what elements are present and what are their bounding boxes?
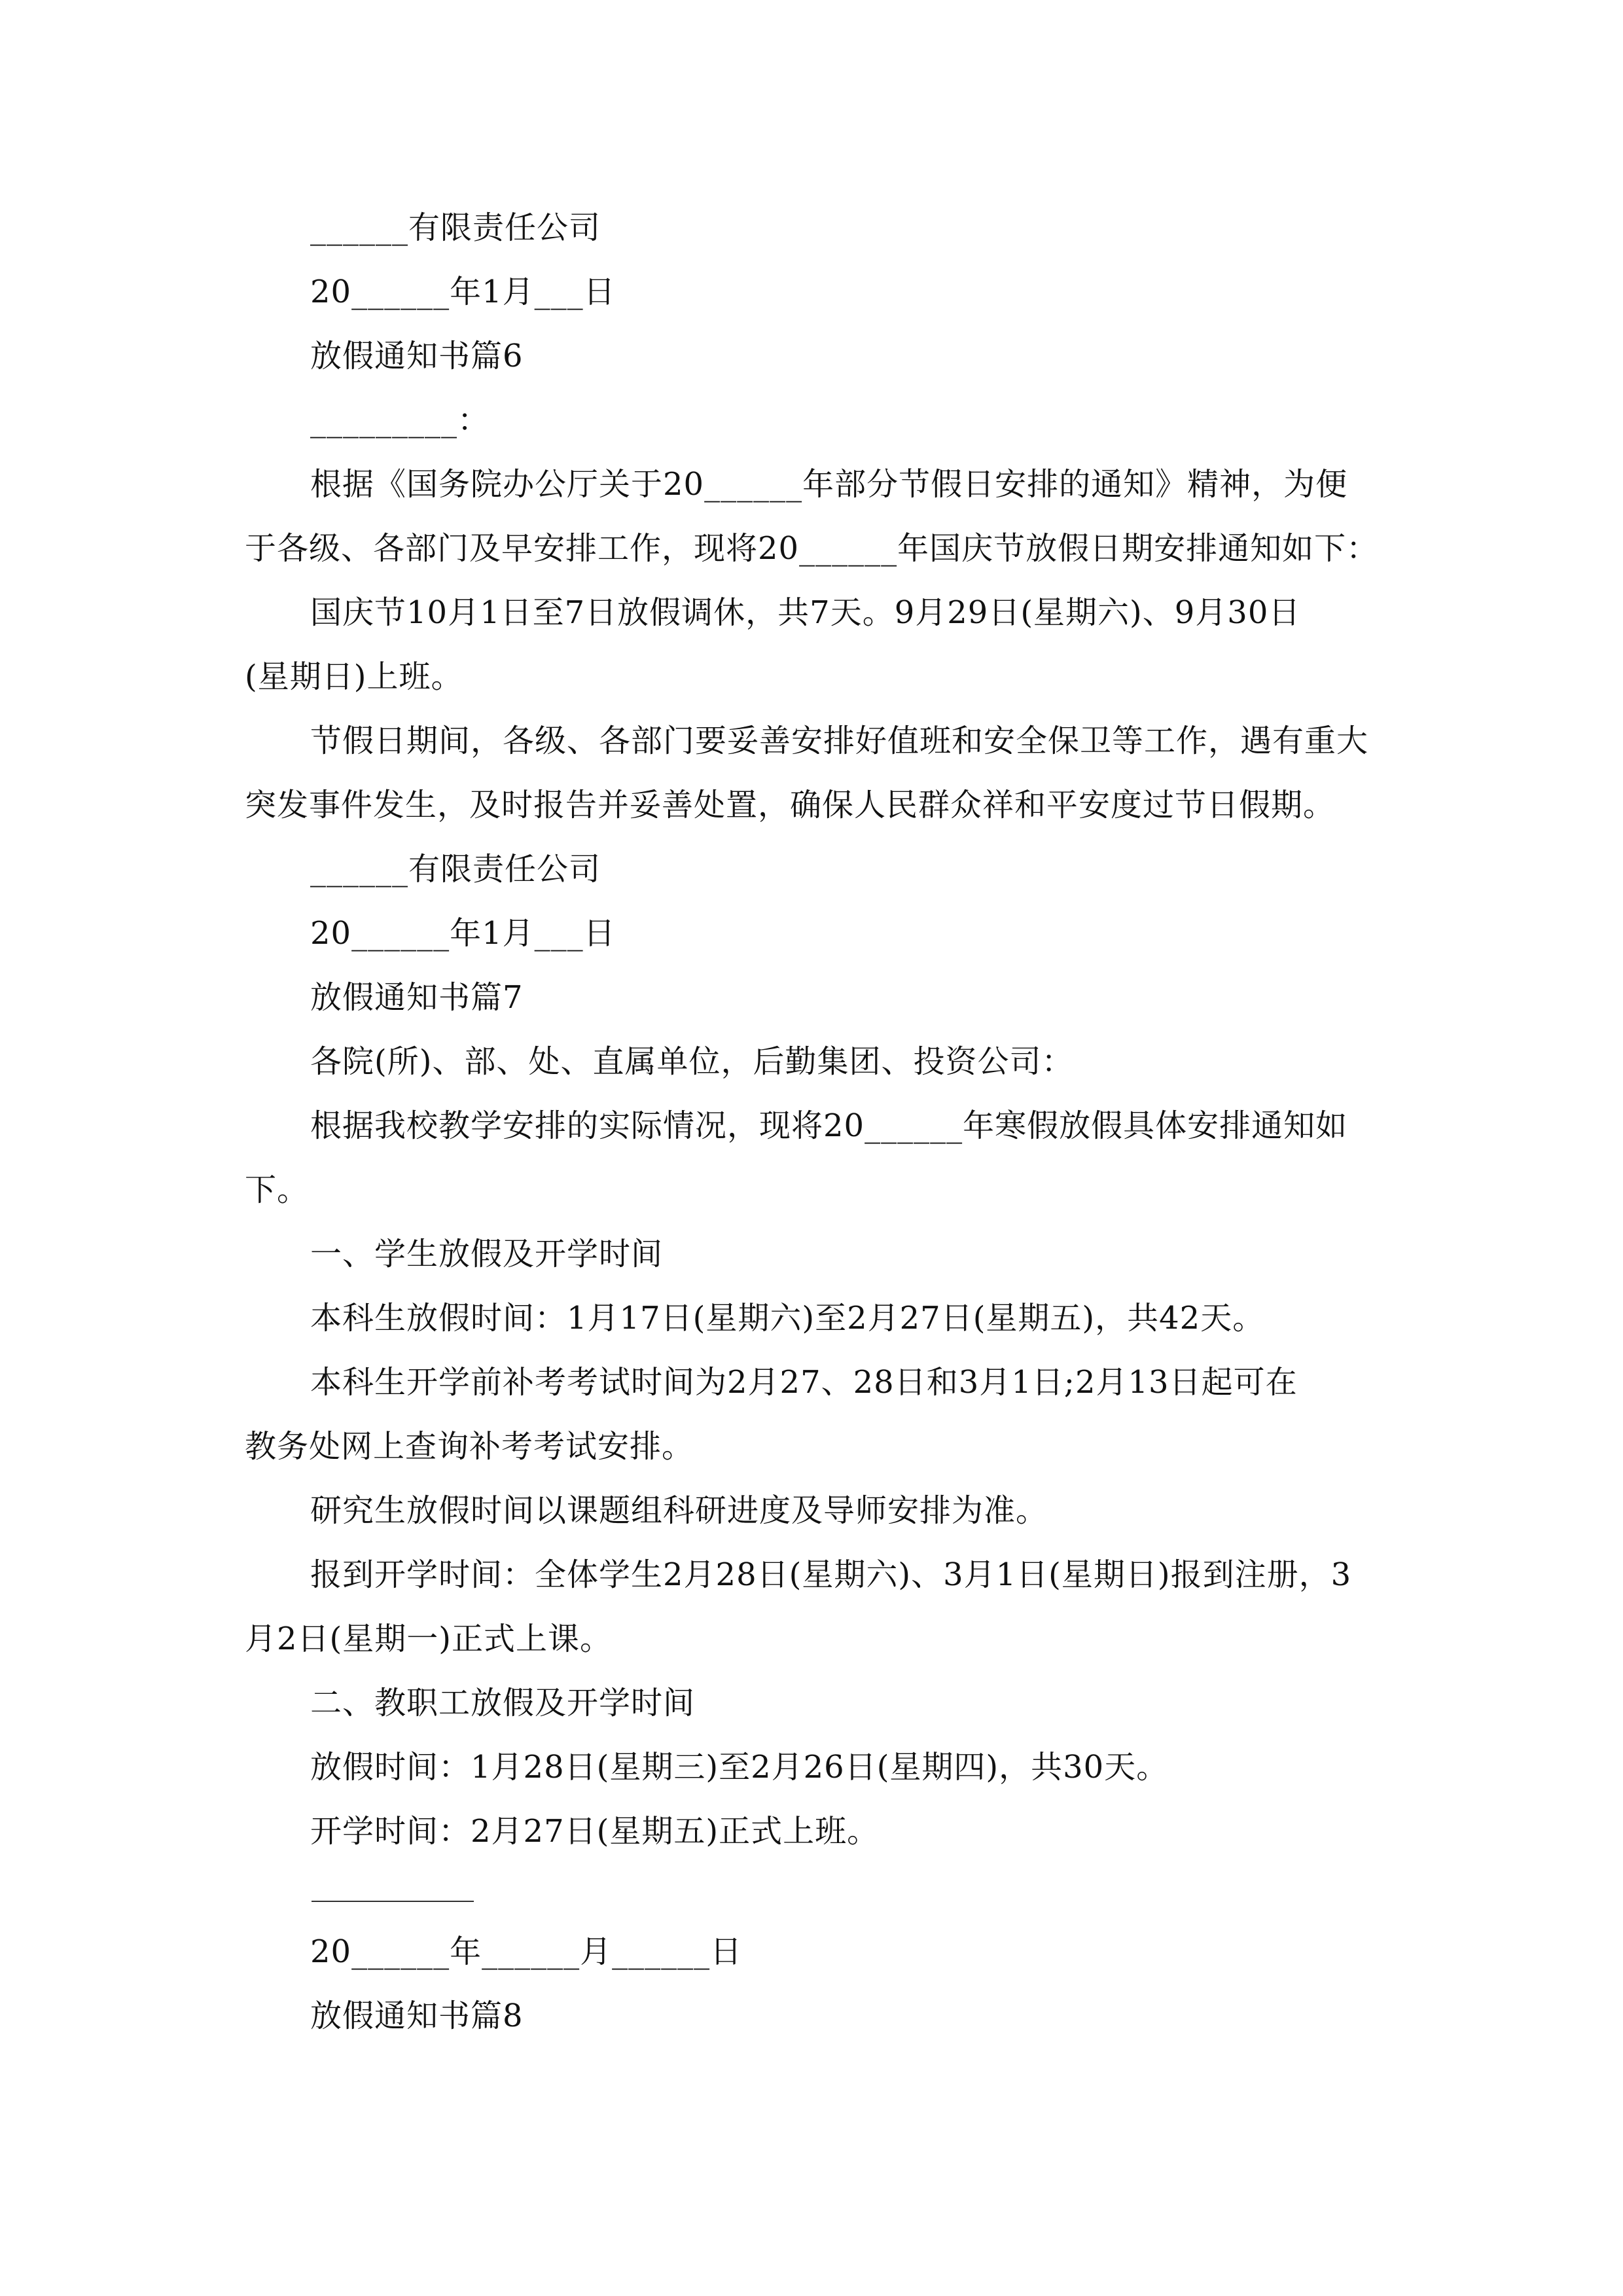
- addressee-line: 各院(所)、部、处、直属单位，后勤集团、投资公司：: [310, 1043, 1074, 1080]
- paragraph-line: 本科生放假时间：1月17日(星期六)至2月27日(星期五)，共42天。: [310, 1300, 1265, 1336]
- paragraph-line: 国庆节10月1日至7日放假调休，共7天。9月29日(星期六)、9月30日: [310, 594, 1301, 631]
- paragraph-line: (星期日)上班。: [245, 658, 463, 695]
- paragraph-line: 放假时间：1月28日(星期三)至2月26日(星期四)，共30天。: [310, 1749, 1169, 1785]
- paragraph-line: 突发事件发生，及时报告并妥善处置，确保人民群众祥和平安度过节日假期。: [245, 787, 1336, 823]
- paragraph-line: 本科生开学前补考考试时间为2月27、28日和3月1日;2月13日起可在: [310, 1364, 1298, 1401]
- paragraph-line: 根据《国务院办公厅关于20______年部分节假日安排的通知》精神，为便: [310, 466, 1348, 503]
- paragraph-line: 于各级、各部门及早安排工作，现将20______年国庆节放假日期安排通知如下：: [245, 530, 1379, 567]
- section-heading: 放假通知书篇6: [310, 338, 524, 374]
- company-name-line: ______有限责任公司: [310, 209, 601, 246]
- company-name-line: ______有限责任公司: [310, 851, 601, 888]
- date-line: 20______年1月___日: [310, 915, 616, 952]
- subheading: 一、学生放假及开学时间: [310, 1236, 664, 1272]
- subheading: 二、教职工放假及开学时间: [310, 1685, 696, 1721]
- section-heading: 放假通知书篇7: [310, 979, 524, 1016]
- paragraph-line: 开学时间：2月27日(星期五)正式上班。: [310, 1813, 880, 1850]
- paragraph-line: 研究生放假时间以课题组科研进度及导师安排为准。: [310, 1492, 1048, 1529]
- paragraph-line: 节假日期间，各级、各部门要妥善安排好值班和安全保卫等工作，遇有重大: [310, 723, 1369, 759]
- paragraph-line: 教务处网上查询补考考试安排。: [245, 1428, 694, 1465]
- paragraph-line: 根据我校教学安排的实际情况，现将20______年寒假放假具体安排通知如: [310, 1107, 1348, 1144]
- date-line: 20______年1月___日: [310, 274, 616, 310]
- date-line: 20______年______月______日: [310, 1933, 743, 1970]
- section-heading: 放假通知书篇8: [310, 1998, 524, 2034]
- paragraph-line: 月2日(星期一)正式上课。: [245, 1621, 612, 1657]
- addressee-line: _________：: [310, 402, 490, 439]
- paragraph-line: 下。: [245, 1172, 310, 1208]
- signature-blank-line: [312, 1901, 474, 1902]
- paragraph-line: 报到开学时间：全体学生2月28日(星期六)、3月1日(星期日)报到注册，3: [310, 1556, 1352, 1593]
